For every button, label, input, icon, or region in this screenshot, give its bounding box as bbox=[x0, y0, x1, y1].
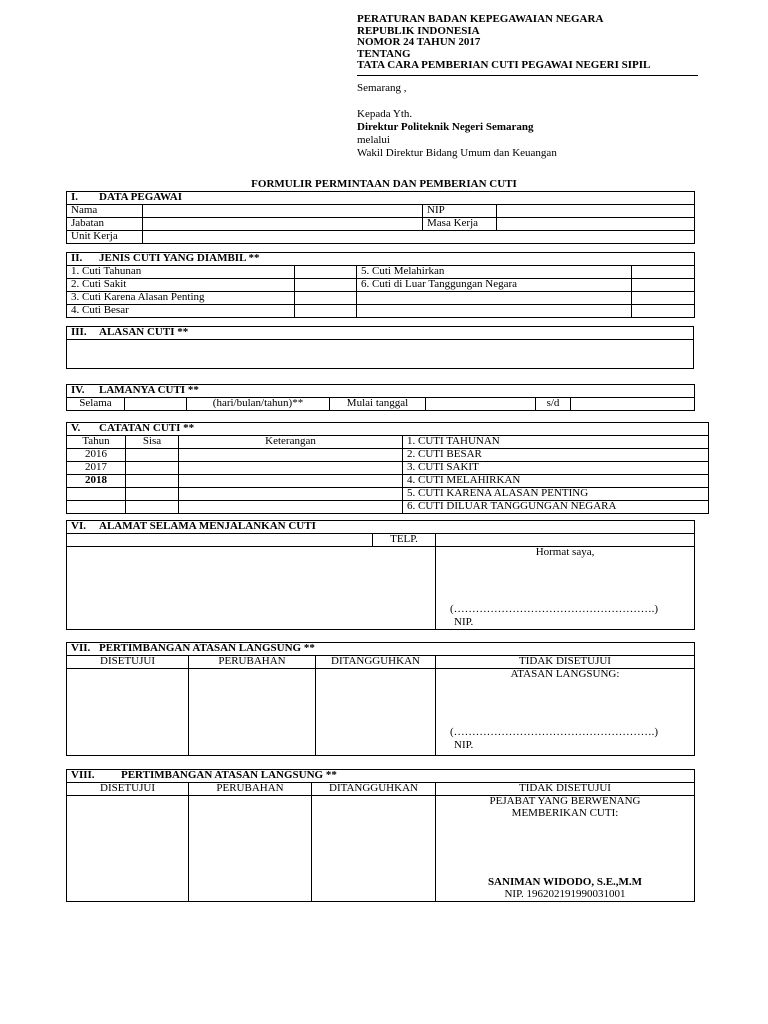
ditangguhkan-header-2: DITANGGUHKAN bbox=[312, 783, 436, 796]
section-alamat-cuti bbox=[66, 520, 695, 630]
ditangguhkan-header: DITANGGUHKAN bbox=[316, 656, 436, 669]
sisa-header: Sisa bbox=[126, 436, 179, 449]
year-2017: 2017 bbox=[67, 462, 126, 475]
cuti-luar-tanggungan-check[interactable] bbox=[632, 279, 695, 292]
note-cuti-besar: 2. CUTI BESAR bbox=[403, 449, 709, 462]
sisa-2018-field[interactable] bbox=[126, 475, 179, 488]
nip-field[interactable] bbox=[497, 205, 695, 218]
cuti-melahirkan-check[interactable] bbox=[632, 266, 695, 279]
alasan-cuti-field[interactable] bbox=[67, 340, 694, 369]
telp-label: TELP. bbox=[373, 534, 436, 547]
tahun-header: Tahun bbox=[67, 436, 126, 449]
section-pertimbangan-atasan bbox=[66, 642, 695, 756]
section-5-title: V. CATATAN CUTI ** bbox=[67, 423, 709, 436]
cuti-melahirkan-option: 5. Cuti Melahirkan bbox=[357, 266, 632, 279]
selama-field[interactable] bbox=[125, 398, 187, 411]
sampai-label: s/d bbox=[536, 398, 571, 411]
form-title: FORMULIR PERMINTAAN DAN PEMBERIAN CUTI bbox=[251, 178, 517, 190]
section-6-title: VI. ALAMAT SELAMA MENJALANKAN CUTI bbox=[67, 521, 695, 534]
perubahan-header: PERUBAHAN bbox=[189, 656, 316, 669]
disetujui-field-2[interactable] bbox=[67, 796, 189, 902]
sisa-2017-field[interactable] bbox=[126, 462, 179, 475]
address-block bbox=[357, 82, 717, 160]
alamat-field[interactable] bbox=[67, 534, 373, 547]
tidak-disetujui-header: TIDAK DISETUJUI bbox=[436, 656, 695, 669]
perubahan-header-2: PERUBAHAN bbox=[189, 783, 312, 796]
regulation-header bbox=[357, 14, 697, 72]
section-jenis-cuti bbox=[66, 252, 695, 318]
section-2-title: II. JENIS CUTI YANG DIAMBIL ** bbox=[67, 253, 695, 266]
mulai-tanggal-field[interactable] bbox=[426, 398, 536, 411]
selama-label: Selama bbox=[67, 398, 125, 411]
cuti-alasan-penting-option: 3. Cuti Karena Alasan Penting bbox=[67, 292, 295, 305]
header-line-2: REPUBLIK INDONESIA bbox=[357, 24, 480, 37]
applicant-signature-area bbox=[436, 547, 695, 630]
nip-label: NIP bbox=[423, 205, 497, 218]
header-line-3: NOMOR 24 TAHUN 2017 bbox=[357, 36, 481, 48]
recipient: Direktur Politeknik Negeri Semarang bbox=[357, 121, 534, 133]
section-8-title: VIII. PERTIMBANGAN ATASAN LANGSUNG ** bbox=[67, 770, 695, 783]
cuti-tahunan-check[interactable] bbox=[295, 266, 357, 279]
year-2016: 2016 bbox=[67, 449, 126, 462]
cuti-besar-option: 4. Cuti Besar bbox=[67, 305, 295, 318]
nama-label: Nama bbox=[67, 205, 143, 218]
duration-unit-label: (hari/bulan/tahun)** bbox=[187, 398, 330, 411]
disetujui-header: DISETUJUI bbox=[67, 656, 189, 669]
to-label: Kepada Yth. bbox=[357, 108, 413, 120]
header-line-4: TENTANG bbox=[357, 47, 411, 60]
unit-kerja-label: Unit Kerja bbox=[67, 231, 143, 244]
section-lamanya-cuti bbox=[66, 384, 695, 411]
section-4-title: IV. LAMANYA CUTI ** bbox=[67, 385, 695, 398]
note-cuti-alasan-penting: 5. CUTI KARENA ALASAN PENTING bbox=[403, 488, 709, 501]
tidak-disetujui-header-2: TIDAK DISETUJUI bbox=[436, 783, 695, 796]
section-alasan-cuti bbox=[66, 326, 694, 369]
ditangguhkan-field[interactable] bbox=[316, 669, 436, 756]
sampai-tanggal-field[interactable] bbox=[571, 398, 695, 411]
hormat-saya: Hormat saya, bbox=[535, 546, 595, 558]
atasan-signature-area bbox=[436, 669, 695, 756]
applicant-nip-label: NIP. bbox=[454, 616, 474, 628]
keterangan-2017-field[interactable] bbox=[179, 462, 403, 475]
cuti-luar-tanggungan-option: 6. Cuti di Luar Tanggungan Negara bbox=[357, 279, 632, 292]
section-data-pegawai bbox=[66, 191, 695, 244]
atasan-name-dots: (……………………………………………….) bbox=[450, 726, 659, 738]
unit-kerja-field[interactable] bbox=[143, 231, 695, 244]
pejabat-role-line1: PEJABAT YANG BERWENANG bbox=[489, 795, 641, 807]
disetujui-header-2: DISETUJUI bbox=[67, 783, 189, 796]
note-cuti-luar-tanggungan: 6. CUTI DILUAR TANGGUNGAN NEGARA bbox=[403, 501, 709, 514]
pejabat-name: SANIMAN WIDODO, S.E.,M.M bbox=[487, 876, 643, 888]
applicant-name-dots: (……………………………………………….) bbox=[450, 603, 659, 615]
sisa-2016-field[interactable] bbox=[126, 449, 179, 462]
masa-kerja-field[interactable] bbox=[497, 218, 695, 231]
jabatan-label: Jabatan bbox=[67, 218, 143, 231]
atasan-role: ATASAN LANGSUNG: bbox=[510, 668, 620, 680]
cuti-besar-check[interactable] bbox=[295, 305, 357, 318]
ditangguhkan-field-2[interactable] bbox=[312, 796, 436, 902]
note-cuti-sakit: 3. CUTI SAKIT bbox=[403, 462, 709, 475]
atasan-nip-label: NIP. bbox=[454, 739, 474, 751]
cuti-sakit-check[interactable] bbox=[295, 279, 357, 292]
mulai-tanggal-label: Mulai tanggal bbox=[330, 398, 426, 411]
keterangan-2016-field[interactable] bbox=[179, 449, 403, 462]
masa-kerja-label: Masa Kerja bbox=[423, 218, 497, 231]
note-cuti-melahirkan: 4. CUTI MELAHIRKAN bbox=[403, 475, 709, 488]
section-pertimbangan-pejabat bbox=[66, 769, 695, 902]
nama-field[interactable] bbox=[143, 205, 423, 218]
pejabat-signature-area bbox=[436, 796, 695, 902]
via-label: melalui bbox=[357, 134, 390, 146]
section-7-title: VII. PERTIMBANGAN ATASAN LANGSUNG ** bbox=[67, 643, 695, 656]
header-line-5: TATA CARA PEMBERIAN CUTI PEGAWAI NEGERI SIPIL bbox=[357, 59, 651, 71]
pejabat-nip: NIP. 196202191990031001 bbox=[504, 888, 626, 900]
via-recipient: Wakil Direktur Bidang Umum dan Keuangan bbox=[357, 147, 557, 159]
telp-field[interactable] bbox=[436, 534, 695, 547]
section-3-title: III. ALASAN CUTI ** bbox=[67, 327, 694, 340]
perubahan-field-2[interactable] bbox=[189, 796, 312, 902]
cuti-tahunan-option: 1. Cuti Tahunan bbox=[67, 266, 295, 279]
header-line-1: PERATURAN BADAN KEPEGAWAIAN NEGARA bbox=[357, 13, 604, 25]
pejabat-role-line2: MEMBERIKAN CUTI: bbox=[511, 807, 619, 819]
header-divider bbox=[357, 75, 698, 76]
year-2018: 2018 bbox=[67, 475, 126, 488]
cuti-alasan-penting-check[interactable] bbox=[295, 292, 357, 305]
jabatan-field[interactable] bbox=[143, 218, 423, 231]
keterangan-2018-field[interactable] bbox=[179, 475, 403, 488]
section-1-title: I. DATA PEGAWAI bbox=[67, 192, 695, 205]
section-catatan-cuti bbox=[66, 422, 709, 514]
alamat-detail-field[interactable] bbox=[67, 547, 436, 630]
cuti-sakit-option: 2. Cuti Sakit bbox=[67, 279, 295, 292]
disetujui-field[interactable] bbox=[67, 669, 189, 756]
keterangan-header: Keterangan bbox=[179, 436, 403, 449]
perubahan-field[interactable] bbox=[189, 669, 316, 756]
note-cuti-tahunan: 1. CUTI TAHUNAN bbox=[403, 436, 709, 449]
place-date: Semarang , bbox=[357, 82, 407, 94]
